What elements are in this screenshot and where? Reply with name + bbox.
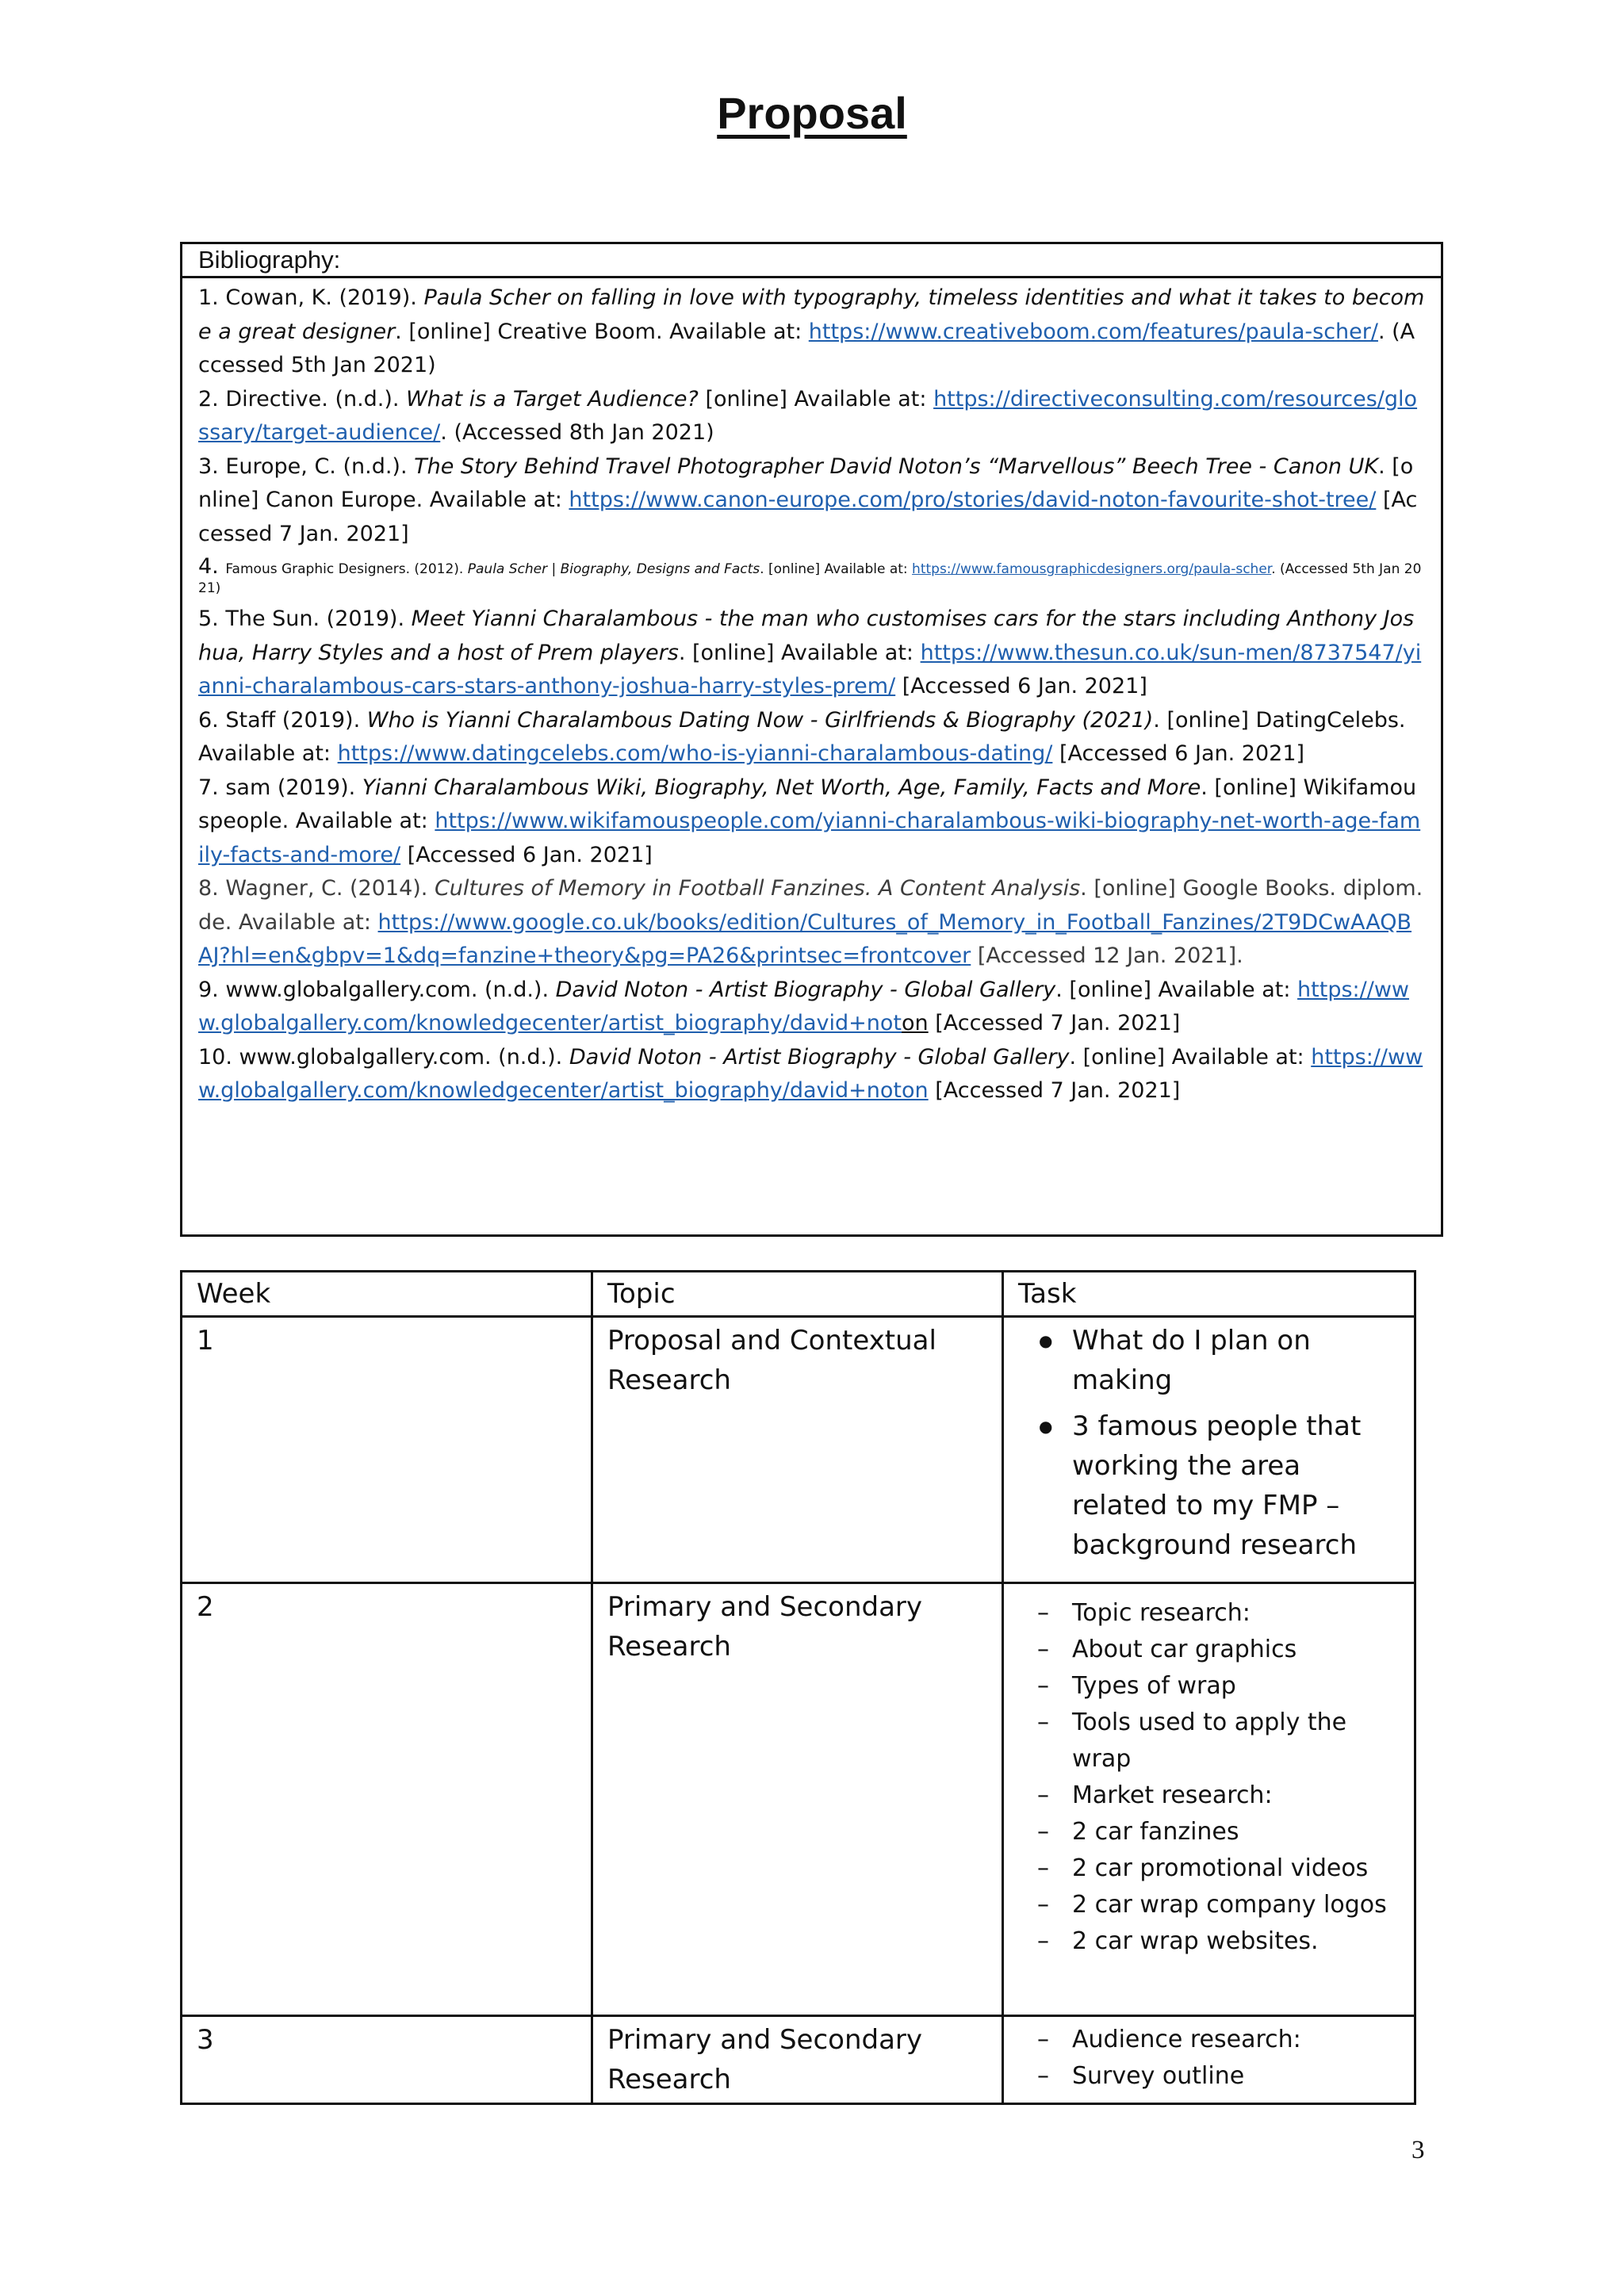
bibliography-entry-3: [198, 450, 1425, 552]
entry-author: 1. Cowan, K. (2019).: [198, 285, 424, 310]
entry-source: . [online] Wikifamouspeople. Available at:: [198, 775, 1417, 833]
entry-accessed: [Accessed 6 Jan. 2021]: [400, 842, 653, 867]
entry-link[interactable]: https://directiveconsulting.com/resources/glossary/target-audience/: [198, 386, 1418, 445]
entry-title: The Story Behind Travel Photographer David Noton’s “Marvellous” Beech Tree - Canon UK: [414, 453, 1379, 479]
list-item: – Survey outline: [1018, 2058, 1400, 2095]
entry-title: Paula Scher | Biography, Designs and Facts: [467, 561, 760, 577]
list-item: – Topic research:: [1018, 1595, 1400, 1632]
header-topic: Topic: [592, 1272, 1003, 1317]
task-list: [1018, 2020, 1400, 2095]
entry-accessed: [Accessed 7 Jan. 2021]: [928, 1078, 1181, 1103]
table-row: [182, 1583, 1415, 2016]
entry-accessed: . (Accessed 5th Jan 2021): [198, 561, 1422, 596]
list-item: – About car graphics: [1018, 1632, 1400, 1668]
table-header-row: [182, 1272, 1415, 1317]
entry-author: 3. Europe, C. (n.d.).: [198, 453, 415, 479]
entry-title: Paula Scher on falling in love with typography, timeless identities and what it takes to become a great designer: [198, 285, 1425, 344]
task-cell: [1003, 1583, 1415, 2016]
entry-accessed: [Accessed 6 Jan. 2021]: [1052, 741, 1305, 766]
page-number: 3: [1411, 2136, 1425, 2164]
entry-source: . [online] Available at:: [1069, 1044, 1312, 1070]
entry-title: Yianni Charalambous Wiki, Biography, Net Worth, Age, Family, Facts and More: [362, 775, 1201, 800]
entry-source: . [online] DatingCelebs. Available at:: [198, 707, 1406, 766]
entry-accessed: [Accessed 7 Jan. 2021]: [198, 488, 1418, 546]
entry-link[interactable]: https://www.famousgraphicdesigners.org/paula-scher: [912, 561, 1272, 577]
topic-cell: Primary and Secondary Research: [592, 1583, 1003, 2016]
entry-source: . [online] Available at:: [678, 640, 921, 665]
entry-author: 7. sam (2019).: [198, 775, 362, 800]
weekly-plan-table: [180, 1270, 1416, 2105]
task-cell: [1003, 2016, 1415, 2104]
bibliography-entry-6: [198, 704, 1425, 771]
entry-link[interactable]: https://www.wikifamouspeople.com/yianni-charalambous-wiki-biography-net-worth-age-family-facts-and-more/: [198, 809, 1421, 867]
list-item: – Market research:: [1018, 1777, 1400, 1814]
entry-link-tail[interactable]: on: [902, 1011, 929, 1035]
list-item: ● What do I plan on making: [1018, 1321, 1400, 1400]
entry-title: Who is Yianni Charalambous Dating Now - Girlfriends & Biography (2021): [366, 707, 1154, 733]
entry-source: [online] Available at:: [698, 386, 934, 411]
topic-cell: Proposal and Contextual Research: [592, 1317, 1003, 1583]
entry-author: 6. Staff (2019).: [198, 707, 367, 733]
list-item: – Audience research:: [1018, 2022, 1400, 2058]
entry-source: . [online] Canon Europe. Available at:: [198, 453, 1414, 512]
bibliography-heading: Bibliography:: [182, 244, 1441, 278]
week-cell: 3: [182, 2016, 592, 2104]
bibliography-entry-4: [198, 551, 1425, 603]
task-list: [1018, 1587, 1400, 1960]
bibliography-list: [182, 278, 1441, 1108]
topic-cell: Primary and Secondary Research: [592, 2016, 1003, 2104]
list-item: ● 3 famous people that working the area related to my FMP – background research: [1018, 1406, 1400, 1565]
entry-title: Cultures of Memory in Football Fanzines. A Content Analysis: [434, 876, 1081, 901]
bibliography-entry-7: [198, 771, 1425, 873]
entry-source: . [online] Available at:: [760, 561, 913, 577]
week-cell: 2: [182, 1583, 592, 2016]
bibliography-entry-8: [198, 872, 1425, 974]
header-week: Week: [182, 1272, 592, 1317]
entry-source: . [online] Google Books. diplom.de. Available at:: [198, 876, 1423, 935]
entry-accessed: [Accessed 7 Jan. 2021]: [928, 1011, 1181, 1035]
entry-author: Famous Graphic Designers. (2012).: [225, 561, 468, 577]
list-item: – 2 car fanzines: [1018, 1814, 1400, 1850]
entry-accessed: . (Accessed 5th Jan 2021): [198, 319, 1415, 377]
entry-link[interactable]: https://www.google.co.uk/books/edition/Cultures_of_Memory_in_Football_Fanzines/2T9DCwAAQBAJ?hl=en&gbpv=1&dq=fanzine+theory&pg=PA26&printsec=frontcover: [198, 909, 1412, 968]
entry-title: David Noton - Artist Biography - Global Gallery: [555, 977, 1056, 1002]
entry-link[interactable]: https://www.creativeboom.com/features/paula-scher/: [808, 319, 1378, 344]
table-row: [182, 1317, 1415, 1583]
entry-author: 8. Wagner, C. (2014).: [198, 876, 435, 901]
header-task: Task: [1003, 1272, 1415, 1317]
entry-link[interactable]: https://www.thesun.co.uk/sun-men/8737547/yianni-charalambous-cars-stars-anthony-joshua-harry-styles-prem/: [198, 640, 1422, 698]
task-list: [1018, 1321, 1400, 1565]
table-row: [182, 2016, 1415, 2104]
list-item: – Tools used to apply the wrap: [1018, 1705, 1400, 1777]
entry-title: Meet Yianni Charalambous - the man who customises cars for the stars including Anthony Joshua, Harry Styles and a host of Prem players: [198, 607, 1415, 665]
bibliography-entry-1: [198, 281, 1425, 383]
entry-link[interactable]: https://www.datingcelebs.com/who-is-yianni-charalambous-dating/: [337, 741, 1053, 766]
entry-title: What is a Target Audience?: [406, 386, 699, 411]
page-title: Proposal: [717, 88, 907, 138]
list-item: – 2 car wrap company logos: [1018, 1887, 1400, 1923]
bibliography-entry-2: [198, 383, 1425, 450]
entry-title: David Noton - Artist Biography - Global Gallery: [569, 1044, 1070, 1070]
entry-author: 2. Directive. (n.d.).: [198, 386, 407, 411]
entry-link[interactable]: https://www.globalgallery.com/knowledgecenter/artist_biography/david+noton: [198, 1044, 1423, 1103]
entry-accessed: [Accessed 12 Jan. 2021].: [971, 943, 1243, 968]
bibliography-entry-9: [198, 974, 1425, 1041]
entry-link[interactable]: https://www.canon-europe.com/pro/stories/david-noton-favourite-shot-tree/: [569, 488, 1377, 512]
entry-source: . [online] Creative Boom. Available at:: [395, 319, 809, 344]
entry-number: 4.: [198, 554, 226, 579]
task-cell: [1003, 1317, 1415, 1583]
list-item: – 2 car wrap websites.: [1018, 1923, 1400, 1960]
list-item: – Types of wrap: [1018, 1668, 1400, 1705]
entry-author: 9. www.globalgallery.com. (n.d.).: [198, 977, 556, 1002]
entry-link[interactable]: https://www.globalgallery.com/knowledgecenter/artist_biography/david+not: [198, 977, 1409, 1035]
entry-source: . [online] Available at:: [1055, 977, 1298, 1002]
entry-author: 5. The Sun. (2019).: [198, 607, 412, 631]
list-item: – 2 car promotional videos: [1018, 1850, 1400, 1887]
entry-accessed: . (Accessed 8th Jan 2021): [440, 420, 714, 445]
bibliography-entry-10: [198, 1041, 1425, 1108]
bibliography-box: [180, 242, 1443, 1237]
bibliography-entry-5: [198, 603, 1425, 704]
entry-author: 10. www.globalgallery.com. (n.d.).: [198, 1044, 569, 1070]
entry-accessed: [Accessed 6 Jan. 2021]: [895, 674, 1147, 698]
week-cell: 1: [182, 1317, 592, 1583]
